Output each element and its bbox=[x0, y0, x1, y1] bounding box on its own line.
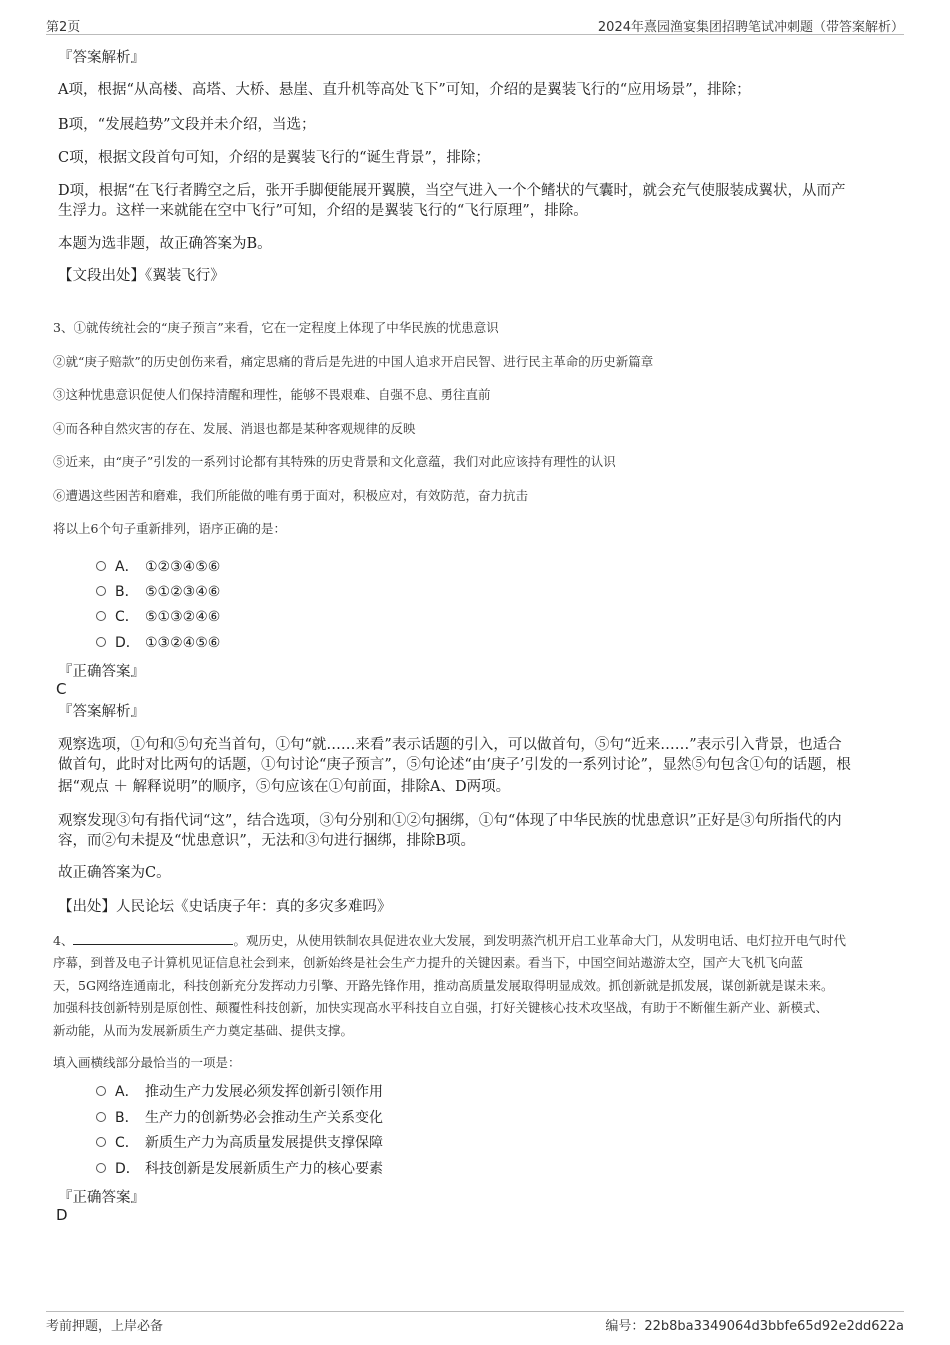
q3-sentence-6: ⑥遭遇这些困苦和磨难，我们所能做的唯有勇于面对，积极应对，有效防范，奋力抗击 bbox=[53, 488, 529, 503]
q2-source: 【文段出处】《翼装飞行》 bbox=[58, 268, 225, 284]
q3-analysis-p1-line2: 做首句，此时对比两句的话题，①句讨论“庚子预言”，⑤句论述“由‘庚子’引发的一系列讨论”，显然⑤句包含①句的话题，根 bbox=[58, 757, 851, 773]
q3-analysis-p1-line3: 据“观点 ＋ 解释说明”的顺序，⑤句应该在①句前面，排除A、D两项。 bbox=[58, 779, 511, 795]
radio-icon[interactable] bbox=[96, 586, 106, 596]
q3-analysis-heading: 『答案解析』 bbox=[58, 704, 145, 720]
q4-passage-line1: 4、 。观历史，从使用铁制农具促进农业大发展，到发明蒸汽机开启工业革命大门，从发明电话、电灯拉开电气时代 bbox=[53, 930, 903, 952]
page-number: 第2页 bbox=[46, 20, 81, 35]
fill-blank-line bbox=[73, 930, 233, 945]
q4-option-c[interactable]: C． 新质生产力为高质量发展提供支撑保障 bbox=[96, 1133, 383, 1153]
q4-passage-line4: 加强科技创新特别是原创性、颠覆性科技创新，加快实现高水平科技自立自强，打好关键核心技术攻坚战，有助于不断催生新产业、新模式、 bbox=[53, 1000, 829, 1015]
q4-answer-heading: 『正确答案』 bbox=[58, 1190, 145, 1206]
q4-passage-line5: 新动能，从而为发展新质生产力奠定基础、提供支撑。 bbox=[53, 1023, 354, 1038]
q2-analysis-heading: 『答案解析』 bbox=[58, 50, 145, 66]
q4-passage-line2: 序幕，到普及电子计算机见证信息社会到来，创新始终是社会生产力提升的关键因素。看当下，中国空间站遨游太空，国产大飞机飞向蓝 bbox=[53, 955, 804, 970]
page-footer bbox=[46, 1311, 904, 1336]
q4-option-b[interactable]: B． 生产力的创新势必会推动生产关系变化 bbox=[96, 1108, 383, 1128]
page-header bbox=[46, 14, 904, 35]
q3-source: 【出处】人民论坛《史话庚子年：真的多灾多难吗》 bbox=[58, 899, 392, 915]
q3-answer: C bbox=[56, 680, 67, 698]
radio-icon[interactable] bbox=[96, 1086, 106, 1096]
q3-sentence-1: 3、①就传统社会的“庚子预言”来看，它在一定程度上体现了中华民族的忧患意识 bbox=[53, 320, 499, 335]
q3-sentence-5: ⑤近来，由“庚子”引发的一系列讨论都有其特殊的历史背景和文化意蕴，我们对此应该持有理性的认识 bbox=[53, 454, 616, 469]
q2-conclusion: 本题为选非题，故正确答案为B。 bbox=[58, 236, 272, 252]
q2-option-b-explanation: B项，“发展趋势”文段并未介绍，当选； bbox=[58, 117, 316, 133]
document-title: 2024年熹园渔宴集团招聘笔试冲刺题（带答案解析） bbox=[597, 20, 904, 35]
q2-option-d-explanation-line1: D项，根据“在飞行者腾空之后，张开手脚便能展开翼膜，当空气进入一个个鳍状的气囊时，就会充气使服装成翼状，从而产 bbox=[58, 183, 846, 199]
q3-option-a[interactable]: A． ①②③④⑤⑥ bbox=[96, 557, 220, 577]
q4-prompt: 填入画横线部分最恰当的一项是： bbox=[53, 1055, 241, 1070]
footer-slogan: 考前押题，上岸必备 bbox=[46, 1319, 164, 1334]
q2-option-d-explanation-line2: 生浮力。这样一来就能在空中飞行”可知，介绍的是翼装飞行的“飞行原理”，排除。 bbox=[58, 203, 588, 219]
q2-option-a-explanation: A项，根据“从高楼、高塔、大桥、悬崖、直升机等高处飞下”可知，介绍的是翼装飞行的“应用场景”，排除； bbox=[58, 82, 751, 98]
q3-option-c[interactable]: C． ⑤①③②④⑥ bbox=[96, 607, 220, 627]
q3-sentence-4: ④而各种自然灾害的存在、发展、消退也都是某种客观规律的反映 bbox=[53, 421, 416, 436]
radio-icon[interactable] bbox=[96, 561, 106, 571]
radio-icon[interactable] bbox=[96, 1112, 106, 1122]
q3-sentence-3: ③这种忧患意识促使人们保持清醒和理性，能够不畏艰难、自强不息、勇往直前 bbox=[53, 387, 491, 402]
q3-prompt: 将以上6个句子重新排列，语序正确的是： bbox=[53, 521, 286, 536]
radio-icon[interactable] bbox=[96, 1163, 106, 1173]
radio-icon[interactable] bbox=[96, 611, 106, 621]
q3-option-b[interactable]: B． ⑤①②③④⑥ bbox=[96, 582, 220, 602]
q3-conclusion: 故正确答案为C。 bbox=[58, 865, 171, 881]
q3-analysis-p1-line1: 观察选项，①句和⑤句充当首句，①句“就……来看”表示话题的引入，可以做首句，⑤句“近来……”表示引入背景，也适合 bbox=[58, 737, 842, 753]
q4-passage-line3: 天，5G网络连通南北，科技创新充分发挥动力引擎、开路先锋作用，推动高质量发展取得明显成效。抓创新就是抓发展，谋创新就是谋未来。 bbox=[53, 978, 834, 993]
q3-option-d[interactable]: D． ①③②④⑤⑥ bbox=[96, 633, 220, 653]
radio-icon[interactable] bbox=[96, 637, 106, 647]
q3-analysis-p2-line2: 容，而②句未提及“忧患意识”，无法和③句进行捆绑，排除B项。 bbox=[58, 833, 475, 849]
q4-answer: D bbox=[56, 1206, 68, 1224]
q3-sentence-2: ②就“庚子赔款”的历史创伤来看，痛定思痛的背后是先进的中国人追求开启民智、进行民主革命的历史新篇章 bbox=[53, 354, 654, 369]
q2-option-c-explanation: C项，根据文段首句可知，介绍的是翼装飞行的“诞生背景”，排除； bbox=[58, 150, 490, 166]
document-id: 编号：22b8ba3349064d3bbfe65d92e2dd622a bbox=[605, 1319, 904, 1334]
q4-option-a[interactable]: A． 推动生产力发展必须发挥创新引领作用 bbox=[96, 1082, 383, 1102]
q4-option-d[interactable]: D． 科技创新是发展新质生产力的核心要素 bbox=[96, 1159, 383, 1179]
radio-icon[interactable] bbox=[96, 1137, 106, 1147]
q3-analysis-p2-line1: 观察发现③句有指代词“这”，结合选项，③句分别和①②句捆绑，①句“体现了中华民族的忧患意识”正好是③句所指代的内 bbox=[58, 813, 842, 829]
q3-answer-heading: 『正确答案』 bbox=[58, 664, 145, 680]
